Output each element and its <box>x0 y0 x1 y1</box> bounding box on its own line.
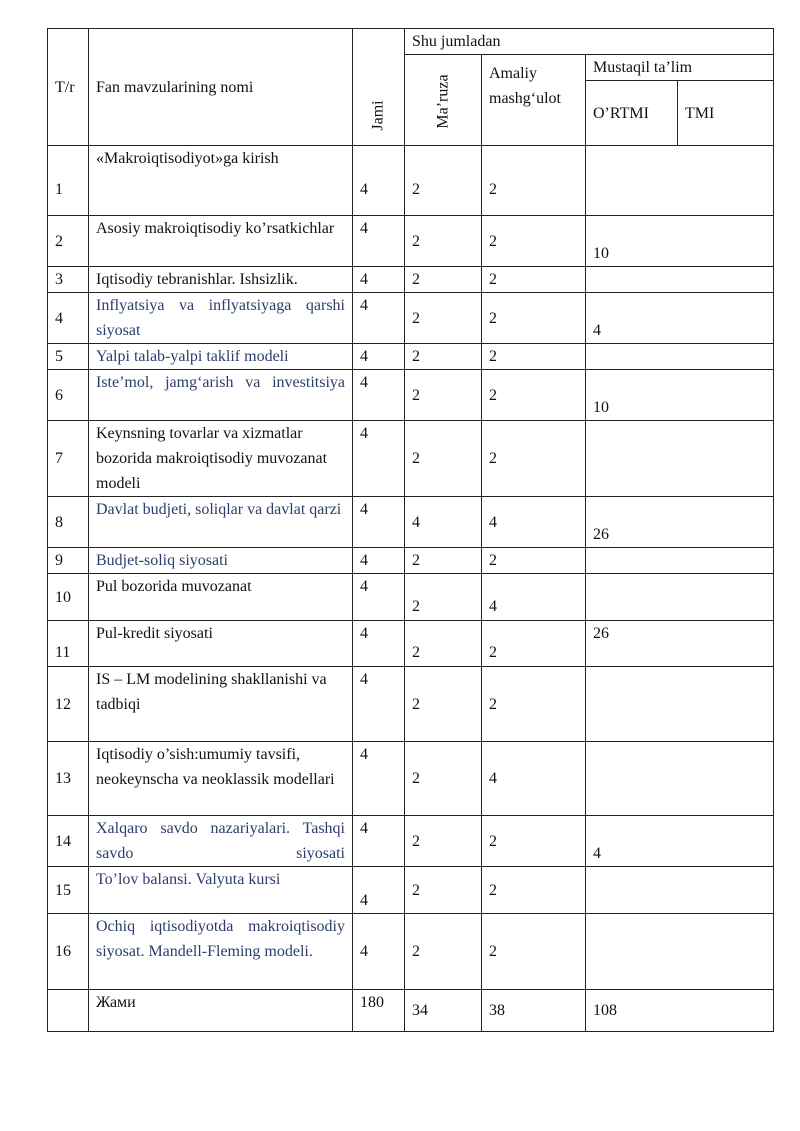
row-total: 4 <box>353 914 405 990</box>
curriculum-table <box>47 28 774 1032</box>
row-total: 4 <box>353 816 405 867</box>
row-lecture: 2 <box>405 914 482 990</box>
footer-total: 180 <box>353 990 405 1032</box>
row-practice: 2 <box>482 867 586 914</box>
row-lecture: 2 <box>405 621 482 667</box>
row-independent: 10 <box>586 216 774 267</box>
table-row <box>48 667 774 742</box>
row-num: 15 <box>48 867 89 914</box>
row-name: Iqtisodiy tebranishlar. Ishsizlik. <box>89 267 353 293</box>
row-num: 3 <box>48 267 89 293</box>
row-independent <box>586 667 774 742</box>
row-lecture: 2 <box>405 293 482 344</box>
row-practice: 2 <box>482 293 586 344</box>
table-row <box>48 867 774 914</box>
row-name-text: Xalqaro savdo nazariyalari. Tashqi savdo siyosati <box>96 820 345 862</box>
row-name-text: Iste’mol, jamg‘arish va investitsiya <box>96 374 345 391</box>
row-name: Yalpi talab-yalpi taklif modeli <box>89 344 353 370</box>
row-lecture: 2 <box>405 267 482 293</box>
row-lecture: 2 <box>405 867 482 914</box>
row-total: 4 <box>353 146 405 216</box>
footer-num <box>48 990 89 1032</box>
row-practice: 2 <box>482 667 586 742</box>
row-independent: 26 <box>586 497 774 548</box>
row-total: 4 <box>353 421 405 497</box>
row-name: Davlat budjeti, soliqlar va davlat qarzi <box>89 497 353 548</box>
row-independent: 4 <box>586 816 774 867</box>
row-independent <box>586 344 774 370</box>
row-num: 8 <box>48 497 89 548</box>
table-footer-row <box>48 990 774 1032</box>
table-row <box>48 421 774 497</box>
row-lecture: 2 <box>405 548 482 574</box>
row-total: 4 <box>353 867 405 914</box>
row-independent <box>586 742 774 816</box>
row-lecture: 2 <box>405 370 482 421</box>
row-name: Asosiy makroiqtisodiy ko’rsatkichlar <box>89 216 353 267</box>
row-num: 2 <box>48 216 89 267</box>
table-row <box>48 344 774 370</box>
row-total: 4 <box>353 267 405 293</box>
row-independent: 26 <box>586 621 774 667</box>
header-total: Jami <box>370 99 387 131</box>
row-independent: 4 <box>586 293 774 344</box>
row-practice: 2 <box>482 267 586 293</box>
table-row <box>48 370 774 421</box>
header-practice: Amaliy mashg‘ulot <box>482 55 586 146</box>
row-num: 4 <box>48 293 89 344</box>
row-total: 4 <box>353 344 405 370</box>
row-independent <box>586 267 774 293</box>
row-lecture: 2 <box>405 816 482 867</box>
row-name <box>89 914 353 990</box>
table-row <box>48 574 774 621</box>
row-total: 4 <box>353 216 405 267</box>
row-name: Pul bozorida muvozanat <box>89 574 353 621</box>
header-lecture: Ma’ruza <box>434 73 452 129</box>
header-group: Shu jumladan <box>405 29 774 55</box>
row-lecture: 2 <box>405 667 482 742</box>
table-row <box>48 216 774 267</box>
row-practice: 4 <box>482 497 586 548</box>
row-num: 1 <box>48 146 89 216</box>
table-row <box>48 293 774 344</box>
row-practice: 2 <box>482 421 586 497</box>
row-practice: 2 <box>482 370 586 421</box>
header-total-cell <box>353 29 405 146</box>
table-row <box>48 548 774 574</box>
table-row <box>48 914 774 990</box>
row-name: IS – LM modelining shakllanishi va tadbiqi <box>89 667 353 742</box>
row-independent <box>586 146 774 216</box>
row-lecture: 2 <box>405 344 482 370</box>
row-num: 9 <box>48 548 89 574</box>
row-practice: 4 <box>482 574 586 621</box>
row-practice: 2 <box>482 914 586 990</box>
row-practice: 2 <box>482 344 586 370</box>
table-row <box>48 267 774 293</box>
table-row <box>48 742 774 816</box>
row-lecture: 2 <box>405 742 482 816</box>
row-practice: 2 <box>482 146 586 216</box>
row-independent: 10 <box>586 370 774 421</box>
row-independent <box>586 574 774 621</box>
header-num: T/r <box>48 29 89 146</box>
row-num: 5 <box>48 344 89 370</box>
row-num: 12 <box>48 667 89 742</box>
table-row <box>48 621 774 667</box>
row-independent <box>586 867 774 914</box>
row-lecture: 4 <box>405 497 482 548</box>
row-name: Budjet-soliq siyosati <box>89 548 353 574</box>
row-num: 11 <box>48 621 89 667</box>
row-num: 14 <box>48 816 89 867</box>
header-ortmi: O’RTMI <box>586 81 678 146</box>
row-name-text: Ochiq iqtisodiyotda makroiqtisodiy siyosat. Mandell-Fleming modeli. <box>96 918 345 960</box>
row-total: 4 <box>353 370 405 421</box>
row-total: 4 <box>353 621 405 667</box>
row-name <box>89 293 353 344</box>
row-practice: 2 <box>482 216 586 267</box>
row-name <box>89 816 353 867</box>
row-lecture: 2 <box>405 146 482 216</box>
row-lecture: 2 <box>405 574 482 621</box>
header-lecture-cell <box>405 55 482 146</box>
row-num: 10 <box>48 574 89 621</box>
row-independent <box>586 421 774 497</box>
table-row <box>48 497 774 548</box>
row-total: 4 <box>353 574 405 621</box>
row-total: 4 <box>353 667 405 742</box>
row-practice: 4 <box>482 742 586 816</box>
row-lecture: 2 <box>405 216 482 267</box>
row-num: 13 <box>48 742 89 816</box>
row-practice: 2 <box>482 548 586 574</box>
footer-practice: 38 <box>482 990 586 1032</box>
header-name: Fan mavzularining nomi <box>89 29 353 146</box>
row-practice: 2 <box>482 816 586 867</box>
row-name: Pul-kredit siyosati <box>89 621 353 667</box>
row-name: Iqtisodiy o’sish:umumiy tavsifi, neokeynscha va neoklassik modellari <box>89 742 353 816</box>
row-practice: 2 <box>482 621 586 667</box>
footer-name: Жами <box>89 990 353 1032</box>
table-row <box>48 146 774 216</box>
footer-lecture: 34 <box>405 990 482 1032</box>
row-num: 16 <box>48 914 89 990</box>
row-independent <box>586 914 774 990</box>
row-independent <box>586 548 774 574</box>
row-name: «Makroiqtisodiyot»ga kirish <box>89 146 353 216</box>
row-num: 6 <box>48 370 89 421</box>
header-independent: Mustaqil ta’lim <box>586 55 774 81</box>
row-total: 4 <box>353 293 405 344</box>
row-name: Keynsning tovarlar va xizmatlar bozorida makroiqtisodiy muvozanat modeli <box>89 421 353 497</box>
row-name <box>89 370 353 421</box>
footer-independent: 108 <box>586 990 774 1032</box>
row-total: 4 <box>353 548 405 574</box>
row-name-text: Inflyatsiya va inflyatsiyaga qarshi siyosat <box>96 297 345 339</box>
row-lecture: 2 <box>405 421 482 497</box>
row-total: 4 <box>353 742 405 816</box>
row-name: To’lov balansi. Valyuta kursi <box>89 867 353 914</box>
header-tmi: TMI <box>678 81 774 146</box>
row-total: 4 <box>353 497 405 548</box>
row-num: 7 <box>48 421 89 497</box>
table-row <box>48 816 774 867</box>
